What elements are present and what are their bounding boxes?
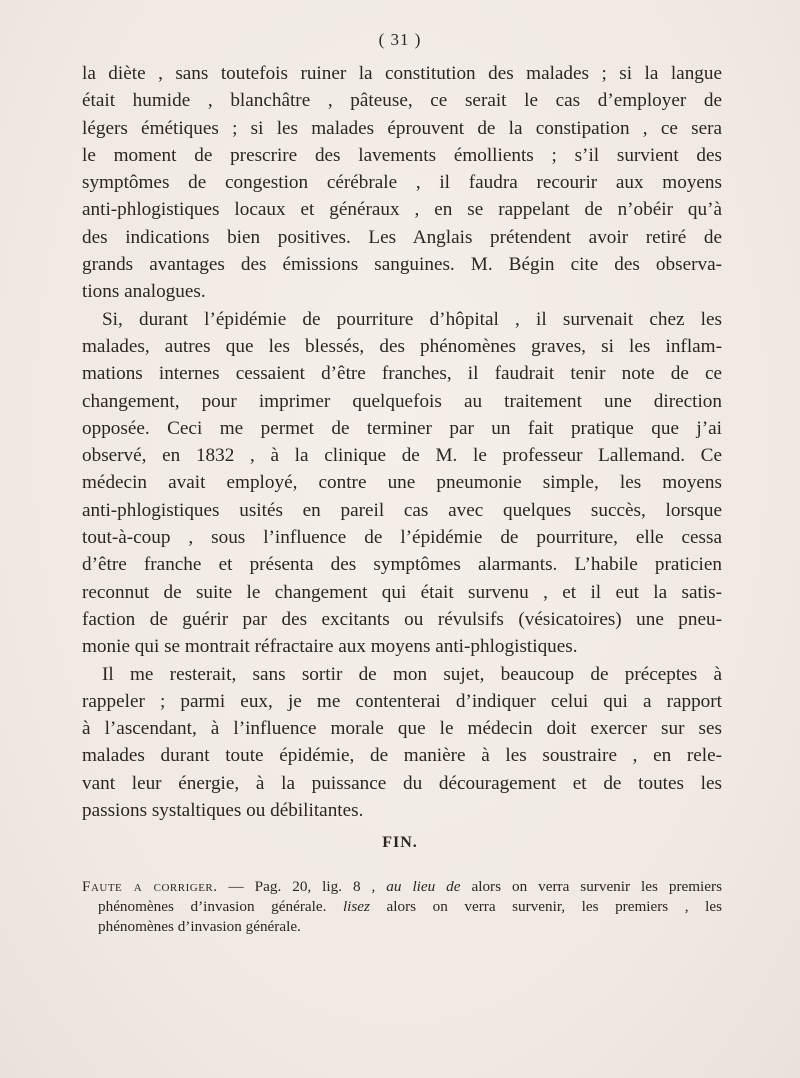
text-line: médecin avait employé, contre une pneumonie simple, les moyens (82, 472, 722, 494)
text-line: vant leur énergie, à la puissance du découragement et de toutes les (82, 772, 722, 794)
text-line: symptômes de congestion cérébrale , il faudra recourir aux moyens (82, 172, 722, 194)
errata-text: alors on verra survenir, les premiers , les (369, 898, 722, 915)
errata-line (82, 877, 722, 897)
text-line: tout-à-coup , sous l’influence de l’épidémie de pourriture, elle cessa (82, 527, 722, 549)
text-line: malades, autres que les blessés, des phénomènes graves, si les inflam- (82, 335, 722, 357)
errata-au-lieu-de: au lieu de (386, 878, 461, 895)
errata-heading: Faute a corriger. (82, 878, 218, 895)
page-number: ( 31 ) (378, 30, 422, 49)
text-line: malades durant toute épidémie, de manière à les soustraire , en rele- (82, 745, 722, 767)
fin-heading: FIN. (382, 834, 418, 851)
text-line: monie qui se montrait réfractaire aux moyens anti-phlogistiques. (82, 636, 578, 658)
text-line: des indications bien positives. Les Anglais prétendent avoir retiré de (82, 226, 722, 248)
text-line: faction de guérir par des excitants ou révulsifs (vésicatoires) une pneu- (82, 608, 722, 630)
text-line: observé, en 1832 , à la clinique de M. le professeur Lallemand. Ce (82, 445, 722, 467)
text-line: légers émétiques ; si les malades éprouvent de la constipation , ce sera (82, 117, 722, 139)
text-line: rappeler ; parmi eux, je me contenterai d’indiquer celui qui a rapport (82, 690, 722, 712)
text-line: Il me resterait, sans sortir de mon sujet, beaucoup de préceptes à (102, 663, 722, 685)
text-line: grands avantages des émissions sanguines. M. Bégin cite des observa- (82, 254, 722, 276)
errata-lisez: lisez (342, 898, 370, 915)
text-line: le moment de prescrire des lavements émollients ; s’il survient des (82, 144, 722, 166)
text-line: Si, durant l’épidémie de pourriture d’hôpital , il survenait chez les (102, 308, 722, 330)
errata-line: phénomènes d’invasion générale. (98, 918, 301, 935)
text-line: anti-phlogistiques locaux et généraux , en se rappelant de n’obéir qu’à (82, 199, 722, 221)
text-line: anti-phlogistiques usités en pareil cas avec quelques succès, lorsque (82, 499, 722, 521)
body-text (82, 60, 722, 824)
text-line: à l’ascendant, à l’influence morale que le médecin doit exercer sur ses (82, 718, 722, 740)
text-line: opposée. Ceci me permet de terminer par un fait pratique que j’ai (82, 417, 722, 439)
errata-text: phénomènes d’invasion générale. (98, 898, 343, 915)
text-line: passions systaltiques ou débilitantes. (82, 800, 364, 822)
errata-text: alors on verra survenir les premiers (460, 878, 722, 895)
text-line: d’être franche et présenta des symptômes alarmants. L’habile praticien (82, 554, 722, 576)
text-line: était humide , blanchâtre , pâteuse, ce serait le cas d’employer de (82, 90, 722, 112)
text-line: la diète , sans toutefois ruiner la constitution des malades ; si la langue (82, 63, 722, 84)
errata-line (82, 897, 722, 917)
text-line: tions analogues. (82, 281, 206, 303)
errata-note (82, 877, 722, 937)
errata-ref: — Pag. 20, lig. 8 , (217, 878, 387, 895)
text-line: reconnut de suite le changement qui était survenu , et il eut la satis- (82, 581, 722, 603)
text-line: mations internes cessaient d’être franches, il faudrait tenir note de ce (82, 363, 722, 385)
text-line: changement, pour imprimer quelquefois au traitement une direction (82, 390, 722, 412)
